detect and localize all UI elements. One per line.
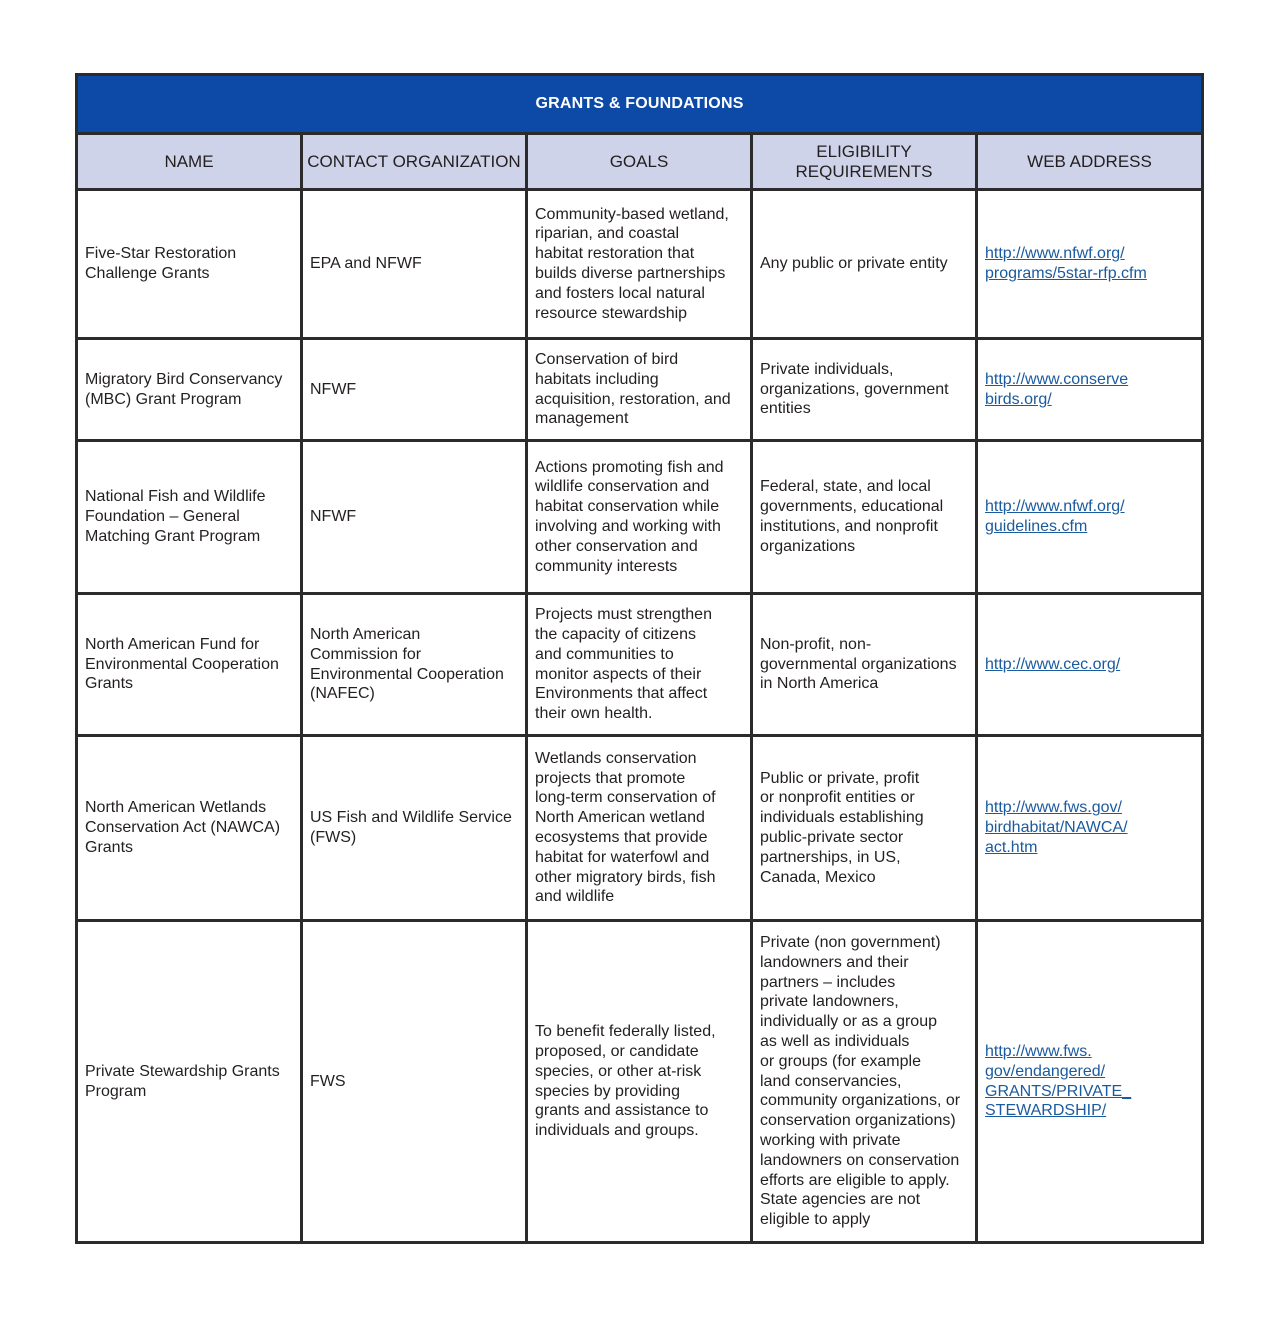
contact-organization-cell bbox=[302, 736, 527, 921]
eligibility-line: or groups (for example bbox=[760, 1052, 921, 1070]
goals-cell bbox=[527, 921, 752, 1243]
goals-line: ecosystems that provide bbox=[535, 829, 708, 846]
grant-name-cell bbox=[77, 736, 302, 921]
table-row bbox=[77, 441, 1203, 594]
eligibility-line: eligible to apply bbox=[760, 1211, 871, 1229]
goals-line: Projects must strengthen bbox=[535, 606, 712, 624]
goals-line: Community-based wetland, bbox=[535, 205, 729, 223]
contact-organization-cell bbox=[302, 594, 527, 736]
grant-name-line: (MBC) Grant Program bbox=[85, 390, 242, 408]
contact-organization-line: (NAFEC) bbox=[310, 685, 375, 703]
web-address-cell bbox=[977, 921, 1203, 1243]
grant-name-cell bbox=[77, 921, 302, 1243]
contact-organization-line: Commission for bbox=[310, 645, 422, 663]
eligibility-line: public-private sector bbox=[760, 829, 904, 846]
web-address-line[interactable]: http://www.fws. bbox=[985, 1042, 1092, 1060]
table-row bbox=[77, 594, 1203, 736]
eligibility-line: governmental organizations bbox=[760, 655, 957, 673]
contact-organization-line: North American bbox=[310, 625, 421, 643]
goals-line: habitats including bbox=[535, 370, 659, 388]
eligibility-line: governments, educational bbox=[760, 498, 944, 516]
web-address-line[interactable]: birdhabitat/NAWCA/ bbox=[985, 819, 1128, 837]
grant-name-line: Program bbox=[85, 1082, 147, 1100]
eligibility-line: landowners and their bbox=[760, 953, 909, 971]
goals-line: their own health. bbox=[535, 705, 653, 723]
grant-name-line: Migratory Bird Conservancy bbox=[85, 370, 283, 388]
web-address-line[interactable]: http://www.conserve bbox=[985, 370, 1129, 388]
contact-organization-line: (FWS) bbox=[310, 829, 357, 846]
header-goals: GOALS bbox=[527, 134, 752, 190]
grant-rows bbox=[77, 190, 1203, 1243]
goals-line: Wetlands conservation bbox=[535, 749, 697, 767]
contact-organization-line: EPA and NFWF bbox=[310, 255, 422, 273]
eligibility-line: Canada, Mexico bbox=[760, 868, 876, 886]
eligibility-line: Private (non government) bbox=[760, 934, 941, 952]
goals-line: habitat conservation while bbox=[535, 498, 720, 516]
web-address-cell bbox=[977, 736, 1203, 921]
table-header-row bbox=[77, 134, 1203, 190]
goals-line: habitat for waterfowl and bbox=[535, 848, 710, 866]
goals-line: species by providing bbox=[535, 1082, 680, 1100]
web-address-cell bbox=[977, 339, 1203, 441]
grant-name-line: Foundation – General bbox=[85, 508, 240, 526]
eligibility-line: State agencies are not bbox=[760, 1191, 921, 1209]
eligibility-cell bbox=[752, 736, 977, 921]
goals-cell bbox=[527, 339, 752, 441]
web-address-line[interactable]: gov/endangered/ bbox=[985, 1062, 1106, 1080]
table-title-row bbox=[77, 75, 1203, 134]
eligibility-line: working with private bbox=[760, 1131, 901, 1149]
header-web-address: WEB ADDRESS bbox=[977, 134, 1203, 190]
header-eligibility-line1: ELIGIBILITY bbox=[816, 141, 912, 161]
table-row bbox=[77, 921, 1203, 1243]
eligibility-line: conservation organizations) bbox=[760, 1112, 956, 1130]
grant-name-line: Challenge Grants bbox=[85, 265, 210, 282]
web-address-cell bbox=[977, 190, 1203, 339]
web-address-link[interactable] bbox=[985, 245, 1147, 282]
eligibility-line: Public or private, profit bbox=[760, 769, 920, 787]
grant-name-line: Conservation Act (NAWCA) bbox=[85, 819, 281, 837]
goals-cell bbox=[527, 594, 752, 736]
web-address-line[interactable]: programs/5star-rfp.cfm bbox=[985, 265, 1147, 282]
eligibility-cell bbox=[752, 339, 977, 441]
eligibility-line: individually or as a group bbox=[760, 1013, 937, 1031]
web-address-line[interactable]: guidelines.cfm bbox=[985, 518, 1088, 535]
eligibility-cell bbox=[752, 594, 977, 736]
eligibility-line: Federal, state, and local bbox=[760, 478, 931, 496]
eligibility-line: as well as individuals bbox=[760, 1033, 910, 1050]
web-address-line[interactable]: http://www.nfwf.org/ bbox=[985, 498, 1125, 516]
goals-line: management bbox=[535, 410, 629, 428]
grant-name-cell bbox=[77, 594, 302, 736]
goals-line: builds diverse partnerships bbox=[535, 265, 726, 282]
web-address-cell bbox=[977, 594, 1203, 736]
web-address-link[interactable] bbox=[985, 371, 1128, 408]
eligibility-line: individuals establishing bbox=[760, 809, 924, 827]
goals-line: proposed, or candidate bbox=[535, 1042, 699, 1060]
grants-sheet bbox=[75, 73, 1201, 1244]
eligibility-cell bbox=[752, 190, 977, 339]
contact-organization-line: Environmental Cooperation bbox=[310, 665, 504, 683]
eligibility-line: organizations bbox=[760, 537, 856, 555]
grant-name-line: North American Fund for bbox=[85, 635, 260, 653]
goals-line: long-term conservation of bbox=[535, 789, 716, 807]
goals-line: other migratory birds, fish bbox=[535, 868, 716, 886]
web-address-line[interactable]: GRANTS/PRIVATE_ bbox=[985, 1082, 1132, 1100]
contact-organization-line: FWS bbox=[310, 1072, 346, 1090]
goals-line: involving and working with bbox=[535, 518, 721, 535]
goals-line: habitat restoration that bbox=[535, 245, 695, 263]
web-address-line[interactable]: http://www.nfwf.org/ bbox=[985, 245, 1125, 263]
grant-name-cell bbox=[77, 441, 302, 594]
table-row bbox=[77, 339, 1203, 441]
eligibility-line: institutions, and nonprofit bbox=[760, 518, 938, 535]
goals-cell bbox=[527, 190, 752, 339]
eligibility-cell bbox=[752, 441, 977, 594]
table-row bbox=[77, 736, 1203, 921]
eligibility-line: Any public or private entity bbox=[760, 255, 948, 273]
grant-name-cell bbox=[77, 339, 302, 441]
goals-line: resource stewardship bbox=[535, 304, 688, 322]
goals-line: To benefit federally listed, bbox=[535, 1023, 716, 1041]
goals-line: and fosters local natural bbox=[535, 284, 705, 302]
grant-name-line: Private Stewardship Grants bbox=[85, 1062, 280, 1080]
goals-line: and wildlife bbox=[535, 888, 615, 906]
eligibility-line: or nonprofit entities or bbox=[760, 789, 915, 807]
grant-name-line: National Fish and Wildlife bbox=[85, 488, 266, 506]
goals-line: monitor aspects of their bbox=[535, 665, 702, 683]
table-title: GRANTS & FOUNDATIONS bbox=[77, 75, 1203, 134]
eligibility-line: organizations, government bbox=[760, 380, 949, 398]
grant-name-line: Matching Grant Program bbox=[85, 527, 261, 545]
header-eligibility-line2: REQUIREMENTS bbox=[795, 161, 933, 181]
goals-line: acquisition, restoration, and bbox=[535, 390, 731, 408]
goals-line: Environments that affect bbox=[535, 685, 708, 703]
eligibility-line: Private individuals, bbox=[760, 360, 894, 378]
web-address-link[interactable] bbox=[985, 1043, 1131, 1119]
contact-organization-line: NFWF bbox=[310, 508, 357, 526]
grant-name-line: Environmental Cooperation bbox=[85, 655, 279, 673]
web-address-line[interactable]: http://www.cec.org/ bbox=[985, 655, 1121, 673]
eligibility-line: community organizations, or bbox=[760, 1092, 961, 1110]
eligibility-line: Non-profit, non- bbox=[760, 635, 872, 653]
eligibility-line: private landowners, bbox=[760, 993, 899, 1011]
goals-line: the capacity of citizens bbox=[535, 625, 696, 643]
goals-cell bbox=[527, 441, 752, 594]
eligibility-line: partnerships, in US, bbox=[760, 848, 901, 866]
eligibility-line: partners – includes bbox=[760, 973, 896, 991]
web-address-line[interactable]: birds.org/ bbox=[985, 390, 1052, 408]
header-eligibility-requirements bbox=[752, 134, 977, 190]
goals-line: species, or other at-risk bbox=[535, 1062, 702, 1080]
header-name: NAME bbox=[77, 134, 302, 190]
goals-line: Conservation of bird bbox=[535, 350, 679, 368]
goals-line: North American wetland bbox=[535, 809, 705, 827]
goals-line: individuals and groups. bbox=[535, 1122, 699, 1140]
contact-organization-cell bbox=[302, 190, 527, 339]
web-address-link[interactable] bbox=[985, 656, 1120, 673]
eligibility-line: in North America bbox=[760, 675, 879, 693]
goals-line: riparian, and coastal bbox=[535, 225, 680, 243]
grant-name-line: North American Wetlands bbox=[85, 799, 267, 817]
goals-line: community interests bbox=[535, 557, 678, 575]
header-contact-organization: CONTACT ORGANIZATION bbox=[302, 134, 527, 190]
goals-line: grants and assistance to bbox=[535, 1102, 709, 1120]
web-address-line[interactable]: STEWARDSHIP/ bbox=[985, 1102, 1107, 1120]
grant-name-line: Grants bbox=[85, 838, 134, 856]
eligibility-line: land conservancies, bbox=[760, 1072, 902, 1090]
contact-organization-cell bbox=[302, 339, 527, 441]
grant-name-line: Five-Star Restoration bbox=[85, 245, 237, 263]
eligibility-line: landowners on conservation bbox=[760, 1151, 960, 1169]
contact-organization-line: US Fish and Wildlife Service bbox=[310, 809, 512, 827]
grants-table bbox=[75, 73, 1204, 1244]
eligibility-line: entities bbox=[760, 400, 811, 418]
contact-organization-cell bbox=[302, 921, 527, 1243]
goals-line: other conservation and bbox=[535, 537, 698, 555]
web-address-cell bbox=[977, 441, 1203, 594]
web-address-link[interactable] bbox=[985, 498, 1125, 535]
eligibility-cell bbox=[752, 921, 977, 1243]
goals-line: Actions promoting fish and bbox=[535, 458, 724, 476]
goals-cell bbox=[527, 736, 752, 921]
goals-line: wildlife conservation and bbox=[535, 478, 710, 496]
grant-name-cell bbox=[77, 190, 302, 339]
eligibility-line: efforts are eligible to apply. bbox=[760, 1171, 950, 1189]
goals-line: and communities to bbox=[535, 645, 674, 663]
goals-line: projects that promote bbox=[535, 769, 686, 787]
web-address-line[interactable]: http://www.fws.gov/ bbox=[985, 799, 1122, 817]
table-row bbox=[77, 190, 1203, 339]
contact-organization-line: NFWF bbox=[310, 380, 357, 398]
grant-name-line: Grants bbox=[85, 675, 134, 693]
web-address-line[interactable]: act.htm bbox=[985, 838, 1038, 856]
contact-organization-cell bbox=[302, 441, 527, 594]
web-address-link[interactable] bbox=[985, 799, 1128, 856]
